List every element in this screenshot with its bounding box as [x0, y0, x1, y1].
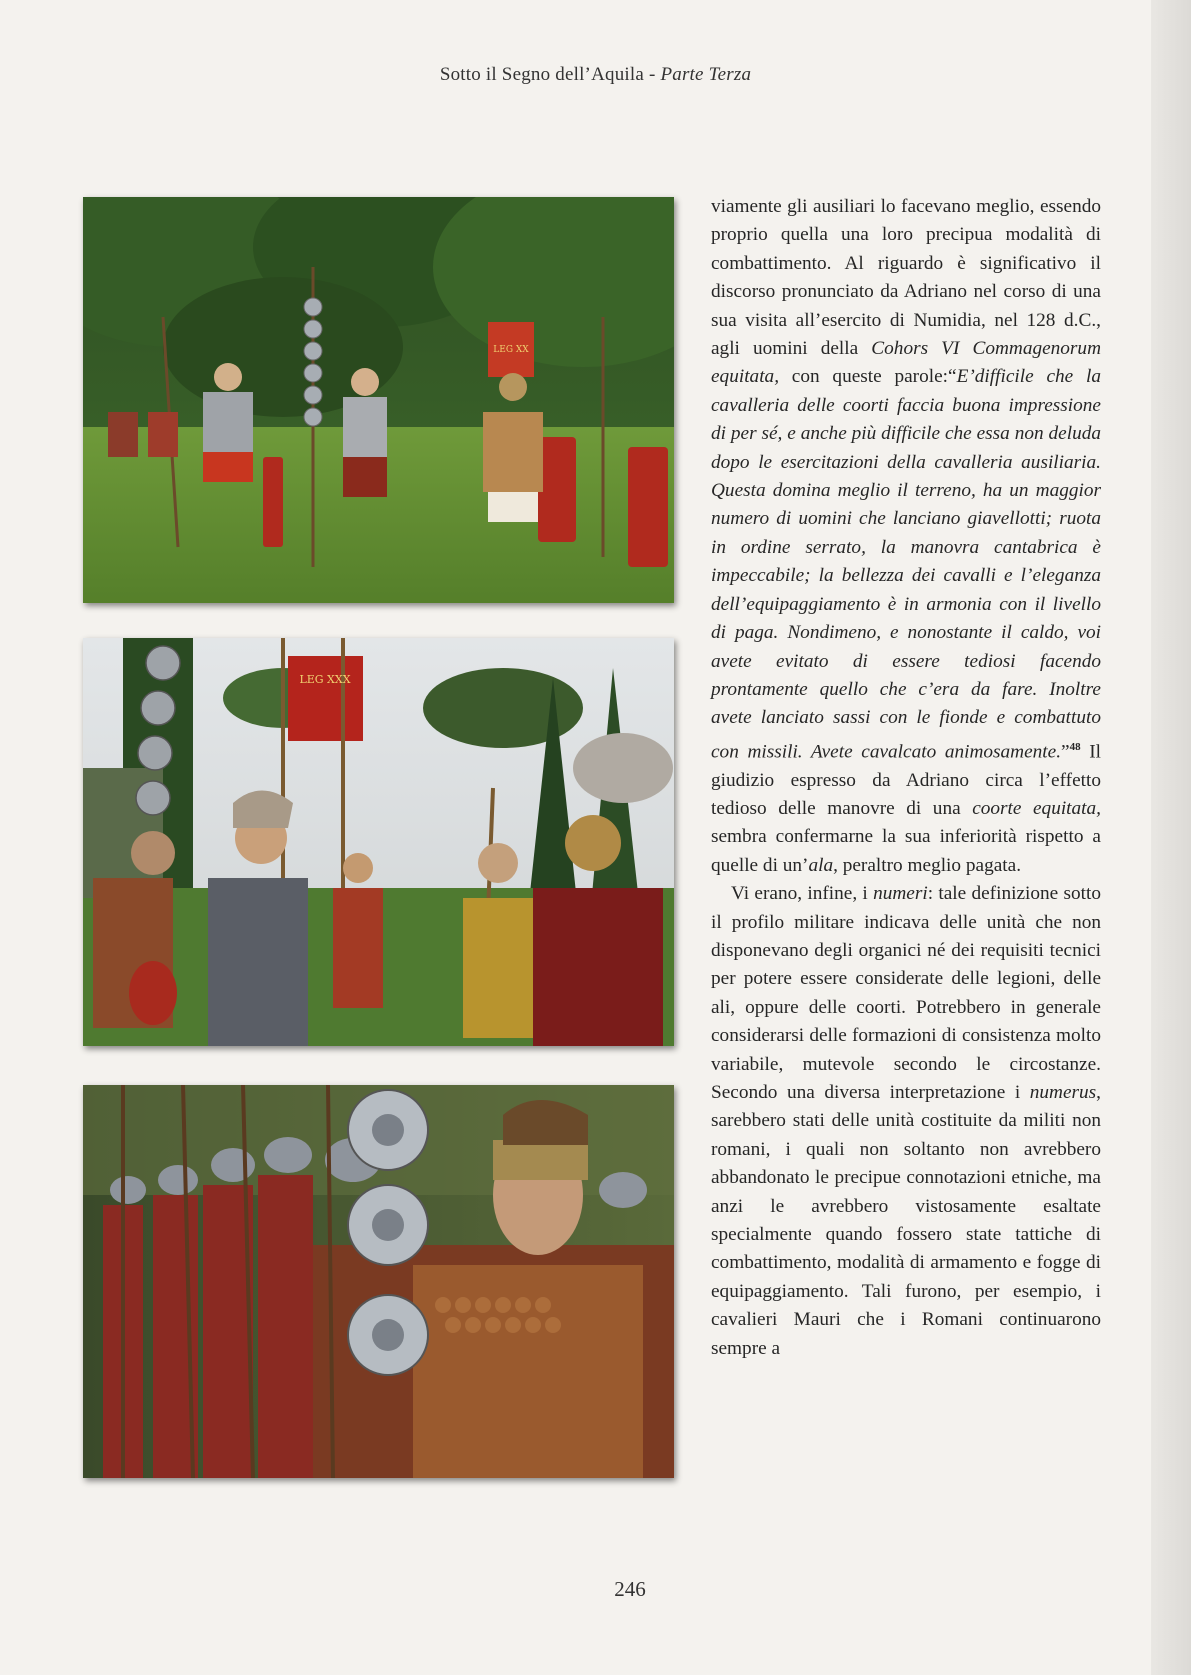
photo-reenactors-field — [83, 197, 674, 603]
italic-text: numerus — [1029, 1082, 1097, 1104]
text-run: ” — [1061, 741, 1070, 763]
text-run: Vi erano, infine, i — [731, 883, 874, 905]
italic-text: numeri — [873, 883, 928, 905]
text-run: con queste parole:“ — [779, 366, 957, 388]
text-run: , peraltro meglio pagata. — [833, 854, 1022, 876]
text-run: , sarebbero stati delle unità costituite da militi non romani, i quali non soltanto non avrebbero abbandonato le precipue connotazioni etniche, ma anzi le avrebbero vistosamente esaltate specialmente quando fossero state tattiche di combattimento, modalità di armamento e fogge di equipaggiamento. Tali furono, per esempio, i cavalieri Mauri che i Romani continuarono sempre a — [711, 1082, 1101, 1359]
book-title: Sotto il Segno dell’Aquila — [439, 64, 644, 85]
flag-text-2: LEG XXX — [299, 673, 351, 686]
italic-text: Cohors VI Commagenorum equitata, — [711, 338, 1102, 388]
page-edge-shadow — [1151, 0, 1191, 1675]
header-separator: - — [648, 64, 656, 85]
part-title: Parte Terza — [660, 64, 752, 85]
text-run: Il giudizio espresso da Adriano circa l’effetto tedioso delle manovre di una — [711, 741, 1101, 819]
text-run: sembra confermarne la sua inferiorità rispetto a quelle di un’ — [711, 826, 1101, 876]
running-head — [0, 64, 1191, 86]
footnote-ref: 48 — [1069, 740, 1081, 753]
text-run: : tale definizione sotto il profilo militare indicava delle unità che non disponevano degli organici né dei requisiti tecnici per potere essere considerate delle legioni, delle ali, oppure delle coorti. Potrebbero in generale considerarsi delle formazioni di consistenza molto variabile, mutevole secondo le circostanze. Secondo una diversa interpretazione i — [711, 883, 1101, 1104]
flag-text-1: LEG XX — [493, 345, 529, 355]
text-run: viamente gli ausiliari lo facevano meglio, essendo proprio quella una loro precipua modalità di combattimento. Al riguardo è significativo il discorso pronunciato da Adriano nel corso di una sua visita all’esercito di Numidia, nel 128 d.C., agli uomini della — [711, 196, 1101, 360]
italic-text: ala — [808, 854, 834, 876]
page-number: 246 — [614, 1577, 646, 1601]
italic-text: E’difficile che la cavalleria delle coorti faccia buona impressione di per sé, e anche più difficile che essa non deluda dopo le esercitazioni della cavalleria ausiliaria. Questa domina meglio il terreno, ha un maggior numero di uomini che lanciano giavellotti; ruota in ordine serrato, la manovra cantabrica è impeccabile; la bellezza dei cavalli e l’eleganza dell’equipaggiamento è in armonia con il livello di paga. Nondimeno, e nonostante il caldo, voi avete evitato di essere tediosi facendo prontamente quello che c’era da fare. Inoltre avete lanciato sassi con le fionde e combattuto con missili. Avete cavalcato animosamente. — [711, 366, 1101, 763]
paragraph — [711, 880, 1101, 1363]
photo-legion-marching — [83, 1085, 674, 1478]
italic-text: coorte equitata, — [972, 797, 1102, 819]
paragraph — [711, 193, 1101, 880]
body-text — [711, 193, 1101, 1363]
photo-signifers-trees — [83, 638, 674, 1046]
